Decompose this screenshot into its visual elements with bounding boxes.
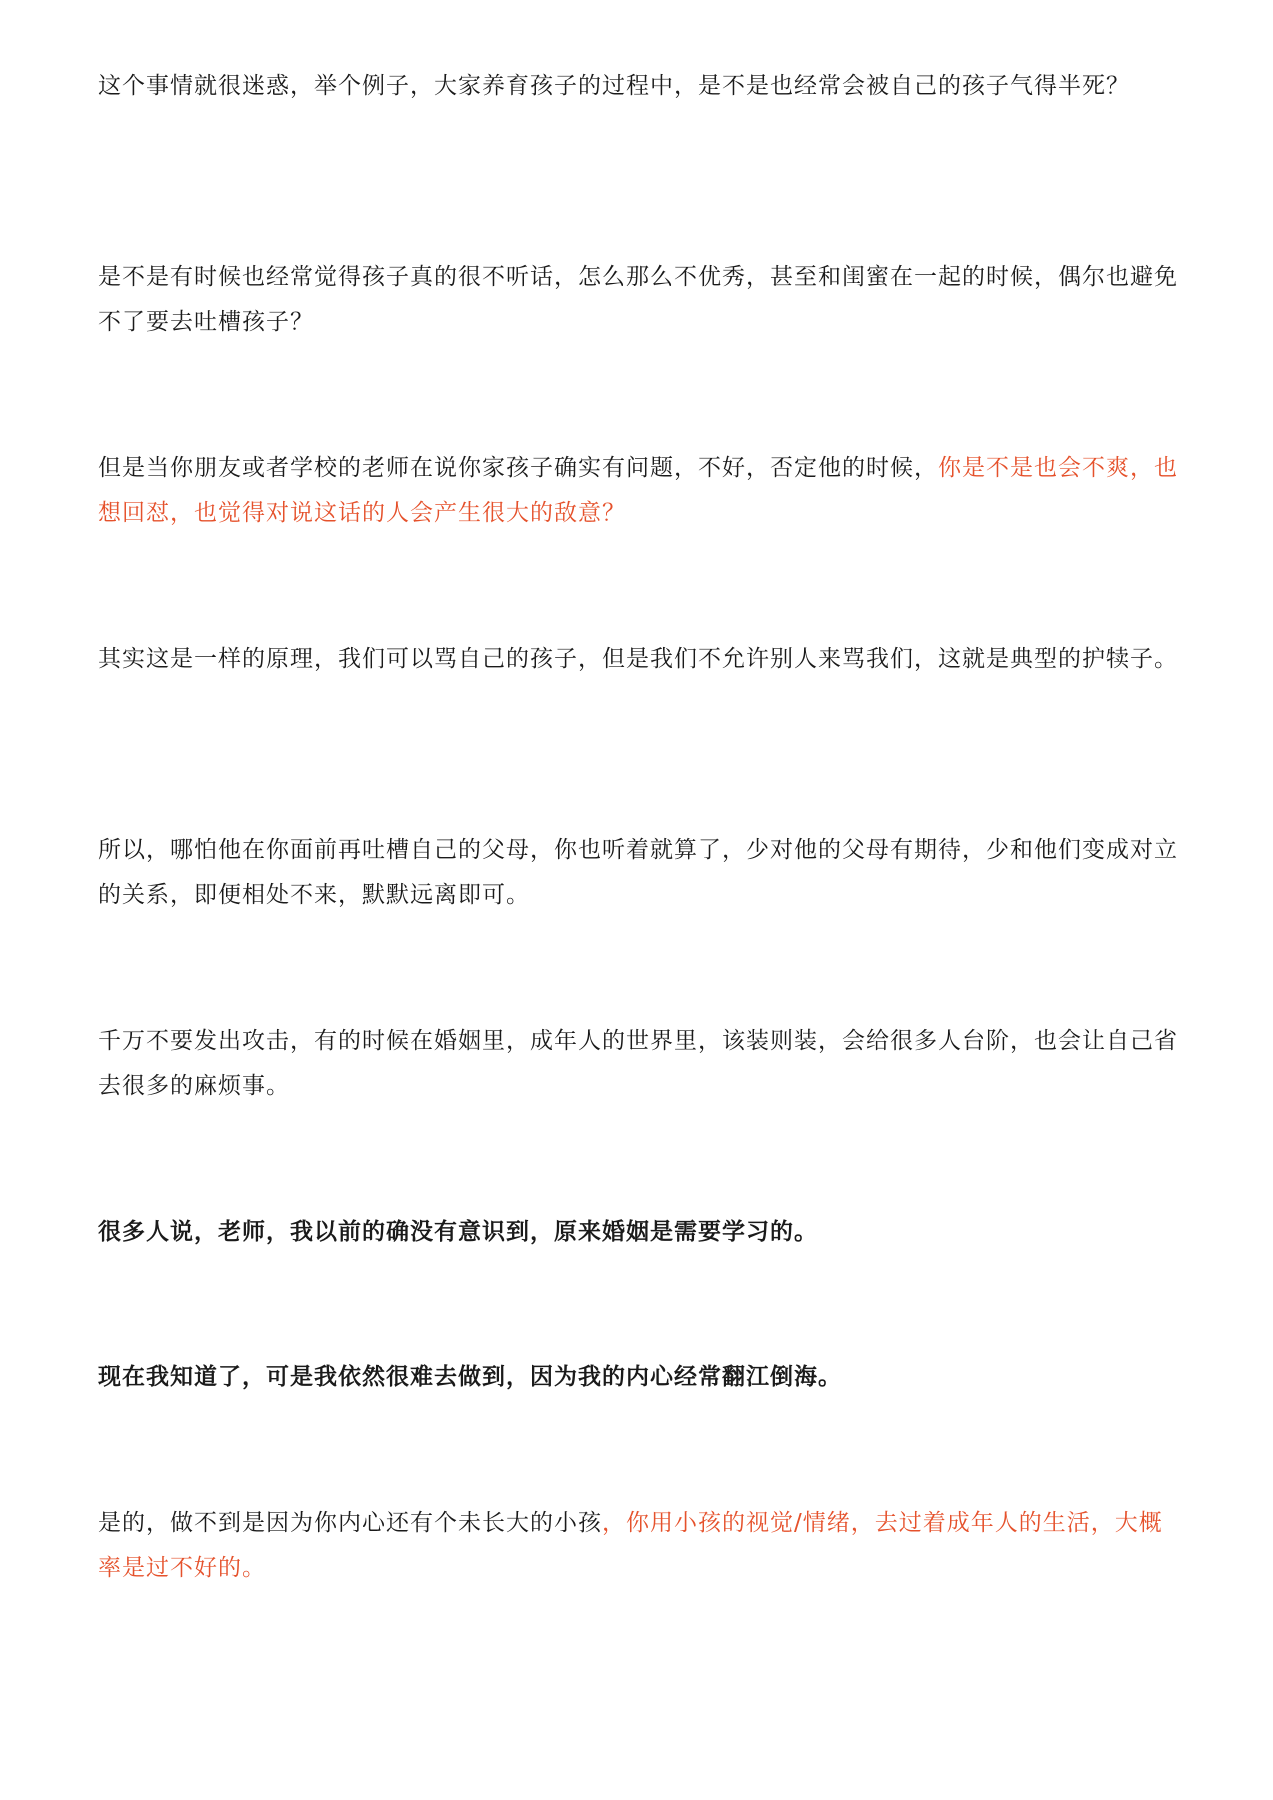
- paragraph-7-text: 很多人说，老师，我以前的确没有意识到，原来婚姻是需要学习的。: [98, 1219, 818, 1245]
- paragraph-5: [98, 828, 1178, 918]
- paragraph-8-text: 现在我知道了，可是我依然很难去做到，因为我的内心经常翻江倒海。: [98, 1364, 842, 1390]
- paragraph-6-text: 千万不要发出攻击，有的时候在婚姻里，成年人的世界里，该装则装，会给很多人台阶，也会让自己省去很多的麻烦事。: [98, 1028, 1178, 1099]
- paragraph-3: [98, 446, 1178, 536]
- paragraph-2: [98, 255, 1178, 345]
- paragraph-4: [98, 637, 1178, 682]
- paragraph-9-text: 是的，做不到是因为你内心还有个未长大的小孩: [98, 1510, 602, 1536]
- paragraph-9: [98, 1501, 1178, 1591]
- paragraph-1-text: 这个事情就很迷惑，举个例子，大家养育孩子的过程中，是不是也经常会被自己的孩子气得半死？: [98, 73, 1130, 99]
- paragraph-7-bold: [98, 1210, 1178, 1255]
- paragraph-3-highlight: 你是不是也会不爽，也想回怼，也觉得对说这话的人会产生很大的敌意？: [98, 455, 1178, 526]
- paragraph-8-bold: [98, 1355, 1178, 1400]
- paragraph-9-highlight: ，你用小孩的视觉/情绪，去过着成年人的生活，大概率是过不好的。: [98, 1510, 1163, 1581]
- paragraph-6: [98, 1019, 1178, 1109]
- paragraph-2-text: 是不是有时候也经常觉得孩子真的很不听话，怎么那么不优秀，甚至和闺蜜在一起的时候，偶尔也避免不了要去吐槽孩子？: [98, 264, 1178, 335]
- paragraph-3-text: 但是当你朋友或者学校的老师在说你家孩子确实有问题，不好，否定他的时候，: [98, 455, 938, 481]
- paragraph-4-text: 其实这是一样的原理，我们可以骂自己的孩子，但是我们不允许别人来骂我们，这就是典型的护犊子。: [98, 646, 1178, 672]
- paragraph-5-text: 所以，哪怕他在你面前再吐槽自己的父母，你也听着就算了，少对他的父母有期待，少和他们变成对立的关系，即便相处不来，默默远离即可。: [98, 837, 1178, 908]
- paragraph-1: [98, 64, 1178, 109]
